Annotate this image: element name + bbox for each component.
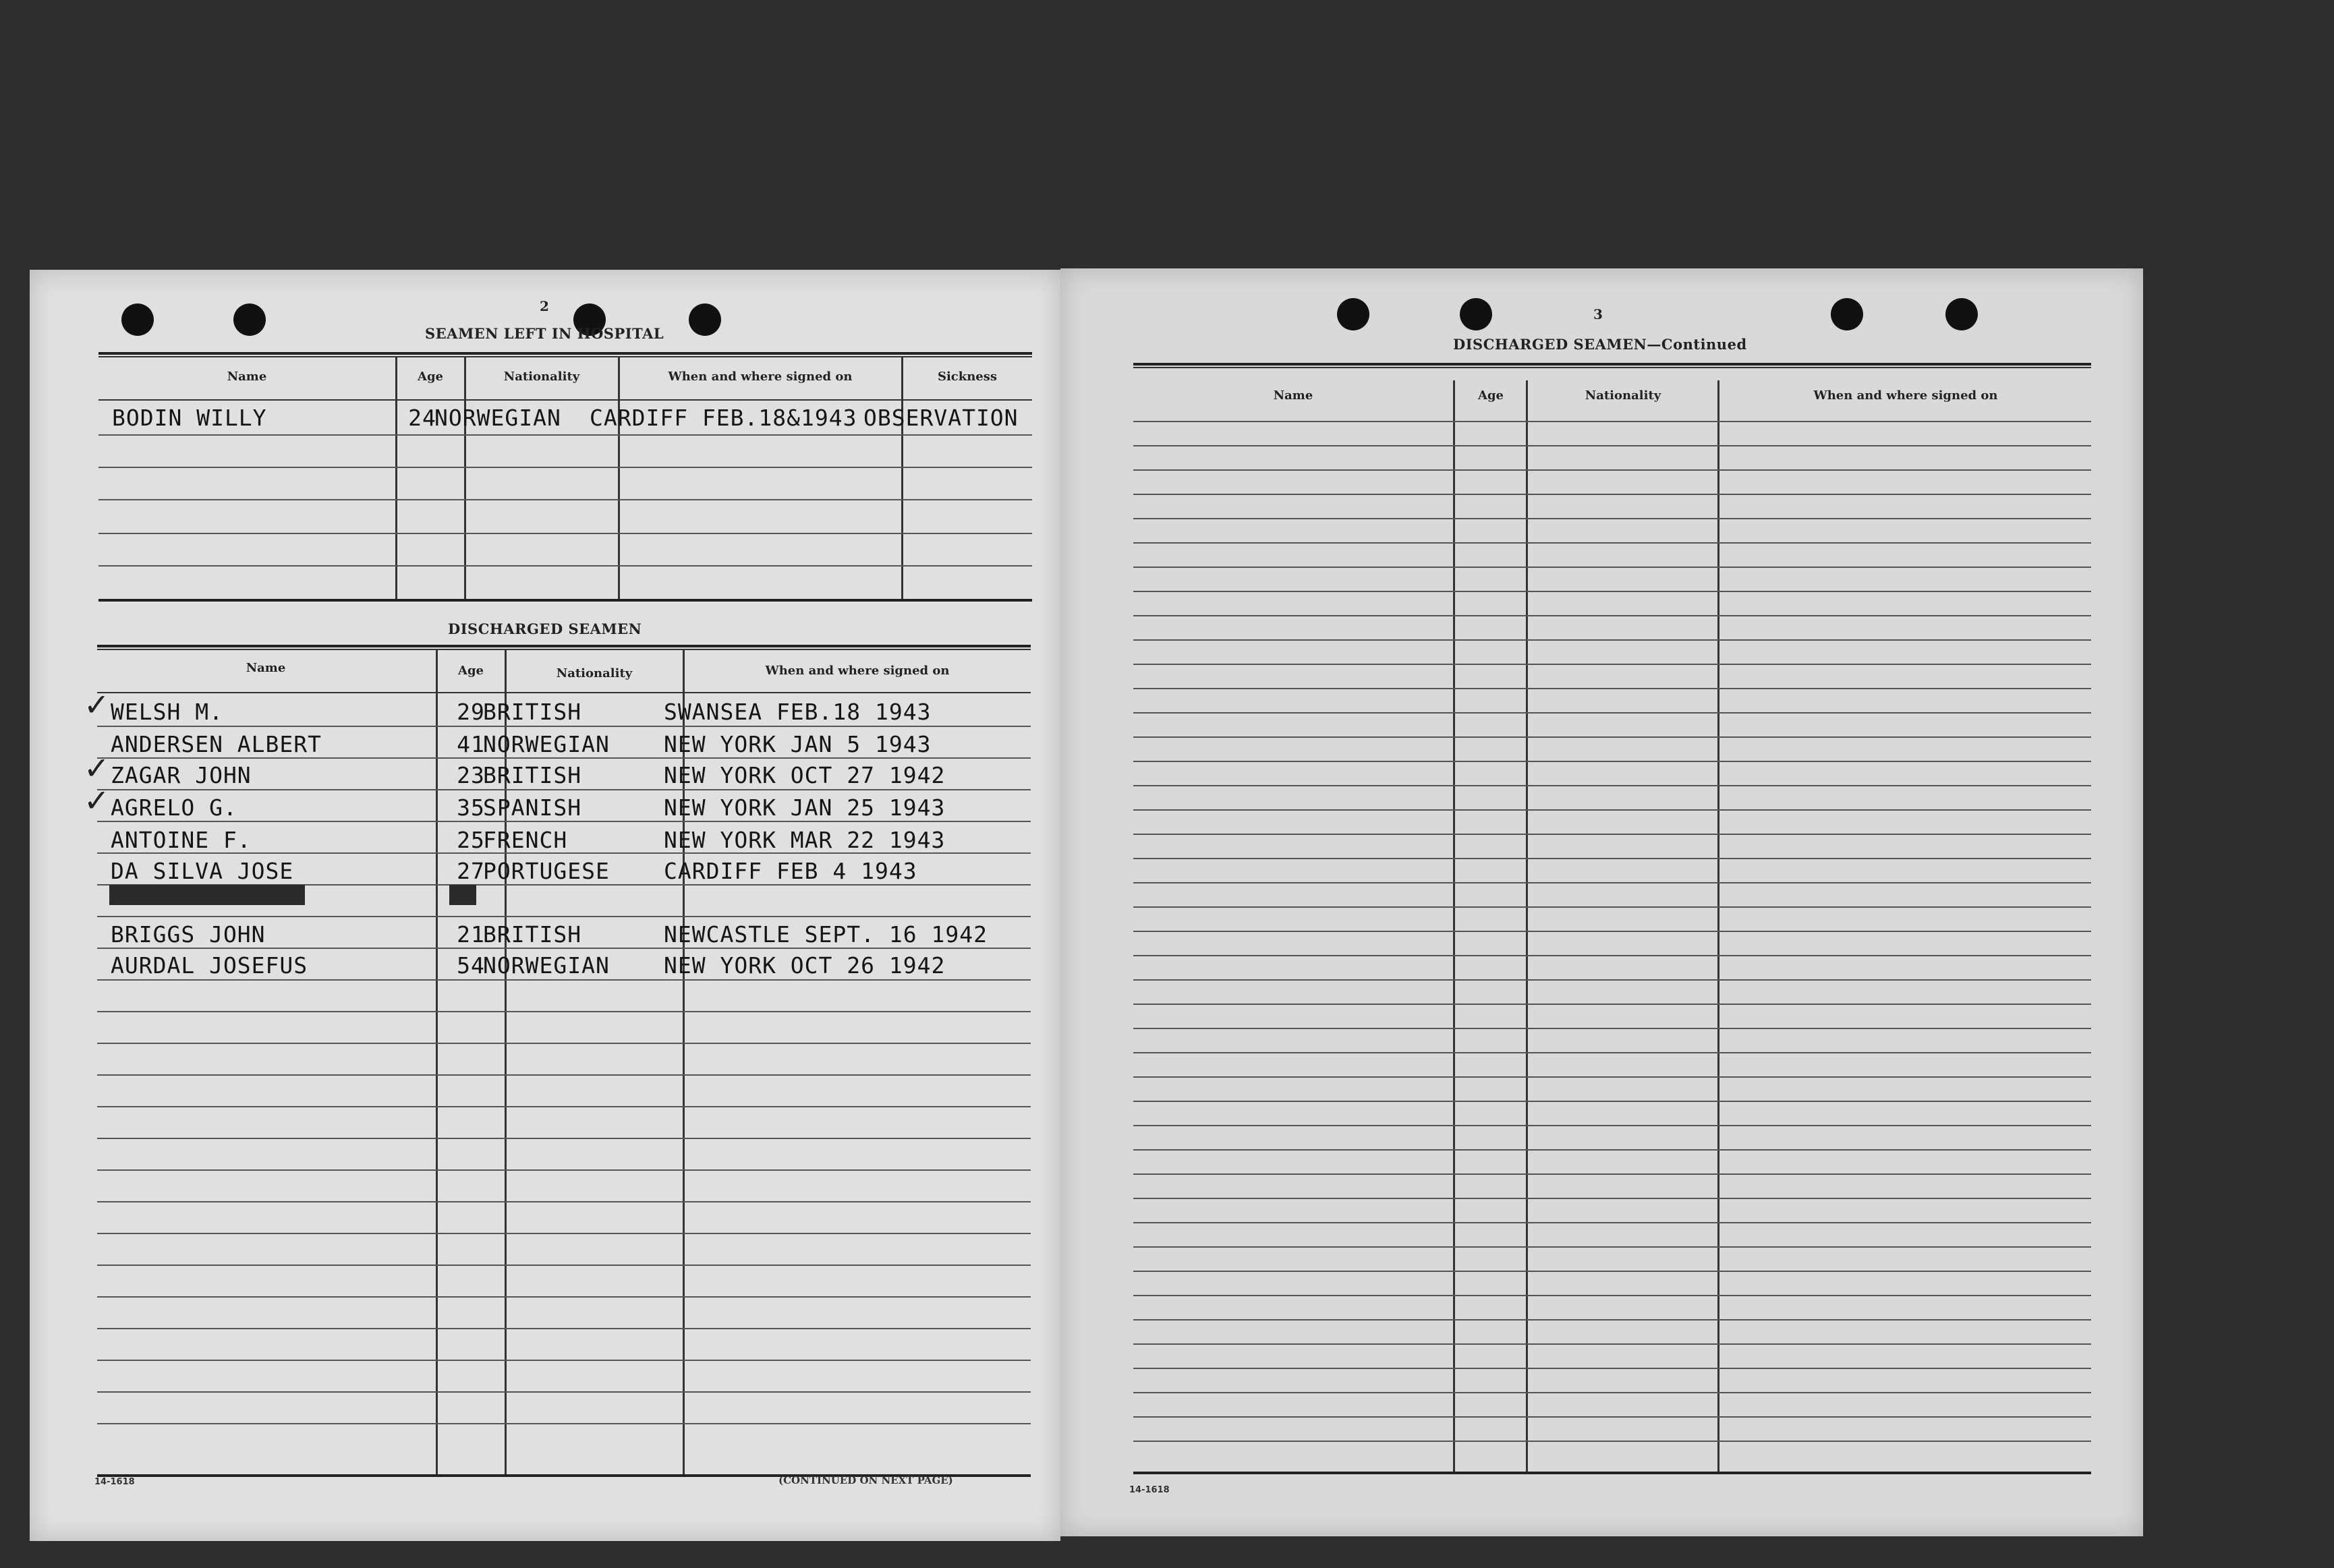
- punch-hole: [1831, 298, 1863, 330]
- column-divider: [1717, 380, 1719, 1473]
- row-line: [97, 1328, 1031, 1329]
- row-line: [1133, 1319, 2091, 1320]
- row-line: [1133, 1198, 2091, 1199]
- table-rule: [1133, 367, 2091, 368]
- hospital-sickness: OBSERVATION: [863, 405, 1019, 431]
- discharged-name: ZAGAR JOHN: [111, 762, 252, 788]
- hospital-name: BODIN WILLY: [112, 405, 267, 431]
- row-line: [1133, 615, 2091, 616]
- row-line: [1133, 1416, 2091, 1418]
- column-divider: [1526, 380, 1528, 1473]
- column-divider: [618, 357, 620, 600]
- row-line: [1133, 1271, 2091, 1272]
- form-number: 14-1618: [1129, 1485, 1170, 1495]
- row-line: [1133, 664, 2091, 665]
- discharged-signed-on: NEW YORK MAR 22 1943: [664, 827, 946, 853]
- row-line: [1133, 1149, 2091, 1151]
- row-line: [1133, 542, 2091, 544]
- row-line: [1133, 931, 2091, 932]
- row-line: [98, 565, 1032, 567]
- column-header-signed-on: When and where signed on: [1813, 388, 1998, 403]
- punch-hole: [1945, 298, 1978, 330]
- column-header-age: Age: [457, 664, 484, 678]
- row-line: [97, 821, 1031, 822]
- row-line: [98, 467, 1032, 468]
- row-line: [97, 1106, 1031, 1107]
- discharged-nationality: BRITISH: [483, 921, 582, 948]
- table-rule: [97, 645, 1031, 647]
- discharged-age: 54: [457, 952, 485, 979]
- row-line: [98, 499, 1032, 500]
- punch-hole: [689, 303, 721, 336]
- row-line: [1133, 591, 2091, 592]
- row-line: [97, 979, 1031, 981]
- row-line: [1133, 567, 2091, 568]
- discharged-age: 21: [457, 921, 485, 948]
- row-line: [1133, 1052, 2091, 1053]
- column-divider: [464, 357, 466, 600]
- column-header-signed-on: When and where signed on: [668, 370, 853, 384]
- row-line: [1133, 1004, 2091, 1005]
- discharged-name: ANTOINE F.: [111, 827, 252, 853]
- table-rule: [98, 599, 1032, 602]
- discharged-nationality: PORTUGESE: [483, 858, 610, 884]
- discharged-nationality: BRITISH: [483, 699, 582, 725]
- row-line: [1133, 809, 2091, 811]
- check-mark: ✓: [84, 750, 110, 786]
- discharged-name: AURDAL JOSEFUS: [111, 952, 308, 979]
- row-line: [1133, 1028, 2091, 1029]
- table-rule: [97, 649, 1031, 650]
- row-line: [1133, 494, 2091, 495]
- punch-hole: [233, 303, 266, 336]
- column-header-name: Name: [1273, 388, 1313, 403]
- column-header-name: Name: [246, 661, 286, 675]
- row-line: [1133, 834, 2091, 835]
- row-line: [97, 1074, 1031, 1076]
- discharged-nationality: FRENCH: [483, 827, 568, 853]
- table-rule: [97, 692, 1031, 693]
- check-mark: ✓: [84, 782, 110, 819]
- discharged-name: BRIGGS JOHN: [111, 921, 266, 948]
- discharged-name: AGRELO G.: [111, 794, 237, 821]
- discharged-age: 41: [457, 731, 485, 757]
- row-line: [1133, 761, 2091, 762]
- right-page: [1060, 268, 2143, 1536]
- row-line: [98, 533, 1032, 534]
- row-line: [1133, 1222, 2091, 1223]
- row-line: [97, 757, 1031, 759]
- column-divider: [395, 357, 397, 600]
- row-line: [1133, 1125, 2091, 1126]
- row-line: [1133, 1343, 2091, 1345]
- row-line: [1133, 906, 2091, 908]
- discharged-signed-on: NEW YORK JAN 25 1943: [664, 794, 946, 821]
- row-line: [1133, 1246, 2091, 1248]
- form-number: 14-1618: [94, 1477, 135, 1487]
- redacted-entry: [449, 885, 476, 905]
- discharged-name: DA SILVA JOSE: [111, 858, 294, 884]
- right-page-title: DISCHARGED SEAMEN—Continued: [1453, 336, 1747, 353]
- row-line: [97, 1011, 1031, 1012]
- row-line: [1133, 518, 2091, 519]
- row-line: [1133, 882, 2091, 883]
- discharged-age: 27: [457, 858, 485, 884]
- row-line: [1133, 469, 2091, 471]
- row-line: [1133, 1101, 2091, 1102]
- row-line: [97, 1138, 1031, 1139]
- column-header-age: Age: [1477, 388, 1504, 403]
- table-rule: [1133, 1472, 2091, 1474]
- row-line: [1133, 736, 2091, 738]
- row-line: [1133, 955, 2091, 956]
- discharged-name: WELSH M.: [111, 699, 223, 725]
- row-line: [1133, 1295, 2091, 1296]
- row-line: [97, 1423, 1031, 1424]
- column-divider: [1453, 380, 1455, 1473]
- redacted-entry: [109, 885, 305, 905]
- row-line: [97, 789, 1031, 790]
- row-line: [97, 1201, 1031, 1202]
- column-header-nationality: Nationality: [556, 666, 633, 680]
- row-line: [98, 434, 1032, 436]
- row-line: [1133, 785, 2091, 786]
- discharged-signed-on: SWANSEA FEB.18 1943: [664, 699, 932, 725]
- continued-note: (CONTINUED ON NEXT PAGE): [778, 1474, 953, 1486]
- discharged-nationality: SPANISH: [483, 794, 582, 821]
- row-line: [97, 1043, 1031, 1044]
- table-rule: [98, 352, 1032, 355]
- table-rule: [1133, 363, 2091, 366]
- discharged-name: ANDERSEN ALBERT: [111, 731, 322, 757]
- punch-hole: [1460, 298, 1492, 330]
- column-divider: [901, 357, 903, 600]
- row-line: [1133, 1392, 2091, 1393]
- discharged-age: 23: [457, 762, 485, 788]
- discharged-age: 25: [457, 827, 485, 853]
- punch-hole: [1337, 298, 1369, 330]
- row-line: [1133, 1368, 2091, 1369]
- hospital-age: 24: [408, 405, 436, 431]
- table-rule: [98, 399, 1032, 401]
- row-line: [1133, 979, 2091, 981]
- row-line: [1133, 1441, 2091, 1442]
- column-header-name: Name: [227, 370, 267, 384]
- row-line: [97, 948, 1031, 949]
- column-header-nationality: Nationality: [1585, 388, 1661, 403]
- row-line: [1133, 1076, 2091, 1078]
- discharged-nationality: BRITISH: [483, 762, 582, 788]
- row-line: [97, 1265, 1031, 1266]
- row-line: [97, 1391, 1031, 1393]
- table-rule: [98, 356, 1032, 357]
- discharged-signed-on: NEWCASTLE SEPT. 16 1942: [664, 921, 988, 948]
- row-line: [1133, 858, 2091, 859]
- row-line: [1133, 1173, 2091, 1175]
- row-line: [97, 916, 1031, 917]
- discharged-signed-on: NEW YORK OCT 26 1942: [664, 952, 946, 979]
- discharged-signed-on: NEW YORK JAN 5 1943: [664, 731, 932, 757]
- column-header-sickness: Sickness: [937, 370, 998, 384]
- column-header-age: Age: [417, 370, 443, 384]
- row-line: [97, 726, 1031, 727]
- row-line: [97, 1169, 1031, 1171]
- row-line: [97, 1296, 1031, 1298]
- row-line: [97, 1233, 1031, 1234]
- discharged-signed-on: NEW YORK OCT 27 1942: [664, 762, 946, 788]
- row-line: [1133, 445, 2091, 446]
- row-line: [1133, 421, 2091, 422]
- column-header-signed-on: When and where signed on: [765, 664, 950, 678]
- left-page: [30, 270, 1060, 1541]
- column-header-nationality: Nationality: [503, 370, 580, 384]
- row-line: [1133, 688, 2091, 689]
- row-line: [97, 1360, 1031, 1361]
- page-number: 3: [1593, 306, 1603, 322]
- row-line: [1133, 712, 2091, 714]
- hospital-signed-on: CARDIFF FEB.18&1943: [590, 405, 857, 431]
- page-number: 2: [540, 298, 550, 314]
- discharged-age: 29: [457, 699, 485, 725]
- check-mark: ✓: [84, 687, 110, 723]
- hospital-section-title: SEAMEN LEFT IN HOSPITAL: [425, 325, 664, 342]
- punch-hole: [121, 303, 154, 336]
- discharged-age: 35: [457, 794, 485, 821]
- discharged-section-title: DISCHARGED SEAMEN: [448, 620, 642, 637]
- discharged-nationality: NORWEGIAN: [483, 952, 610, 979]
- row-line: [1133, 639, 2091, 641]
- discharged-nationality: NORWEGIAN: [483, 731, 610, 757]
- discharged-signed-on: CARDIFF FEB 4 1943: [664, 858, 917, 884]
- hospital-nationality: NORWEGIAN: [434, 405, 561, 431]
